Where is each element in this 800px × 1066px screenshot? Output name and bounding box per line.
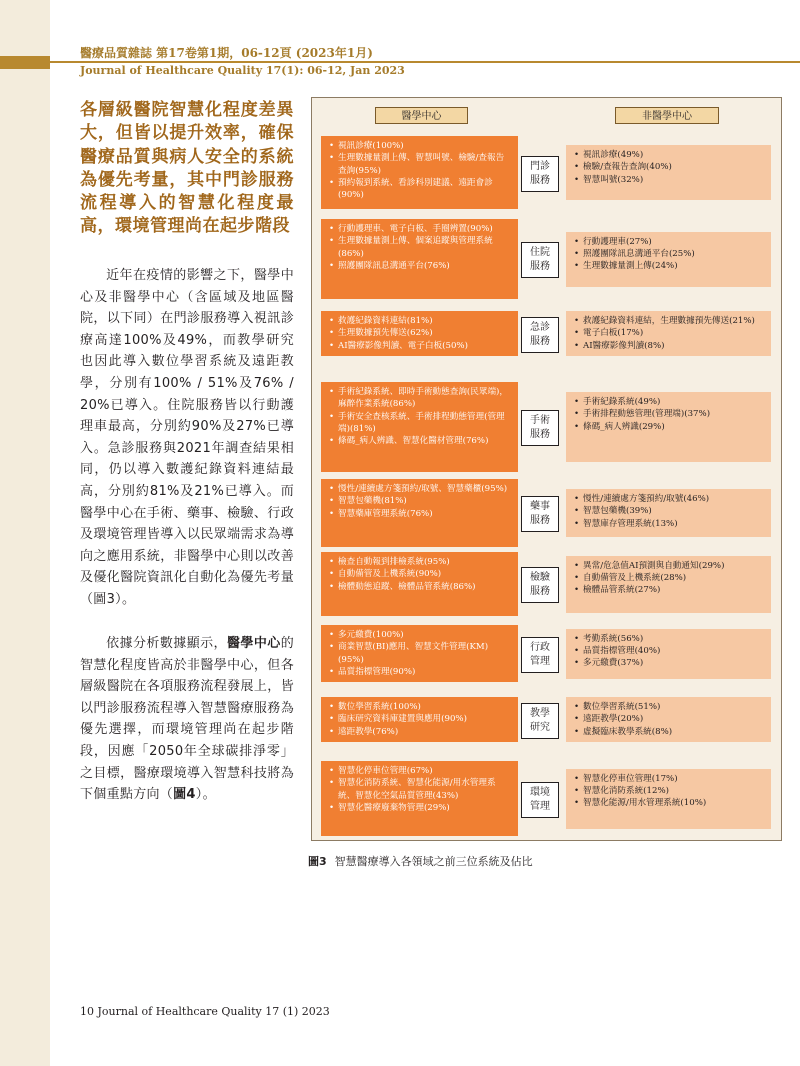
non-medical-center-item: • 手術排程動態管理(管理端)(37%) <box>574 408 765 420</box>
medical-center-box <box>321 311 518 356</box>
medical-center-box <box>321 382 518 472</box>
medical-center-item: • 檢查自動報到排檢系統(95%) <box>329 556 512 568</box>
medical-center-item: • 遠距教學(76%) <box>329 726 512 738</box>
medical-center-item: • 手術紀錄系統、即時手術動態查詢(民眾端)，麻醉作業系統(86%) <box>329 386 512 411</box>
service-category-label: 藥事 服務 <box>521 496 559 532</box>
non-medical-center-box <box>566 489 771 537</box>
page-footer: 10 Journal of Healthcare Quality 17 (1) 2023 <box>80 1005 330 1018</box>
non-medical-center-box <box>566 311 771 356</box>
medical-center-item: • 視訊診療(100%) <box>329 140 512 152</box>
non-medical-center-item: • 智慧化停車位管理(17%) <box>574 773 765 785</box>
non-medical-center-item: • 自動備管及上機系統(28%) <box>574 572 765 584</box>
non-medical-center-item: • AI醫療影像判讀(8%) <box>574 340 765 352</box>
medical-center-item: • 手術安全查核系統、手術排程動態管理(管理端)(81%) <box>329 411 512 436</box>
medical-center-item: • 生理數據量測上傳、智慧叫號、檢驗/查報告查詢(95%) <box>329 152 512 177</box>
figure-number: 圖3 <box>308 855 327 868</box>
non-medical-center-item: • 行動護理車(27%) <box>574 236 765 248</box>
non-medical-center-item: • 數位學習系統(51%) <box>574 701 765 713</box>
non-medical-center-item: • 智慧叫號(32%) <box>574 174 765 186</box>
non-medical-center-item: • 異常/危急值AI預測與自動通知(29%) <box>574 560 765 572</box>
non-medical-center-item: • 條碼_病人辨識(29%) <box>574 421 765 433</box>
service-category-label: 住院 服務 <box>521 242 559 278</box>
medical-center-item: • 條碼_病人辨識、智慧化醫材管理(76%) <box>329 435 512 447</box>
p2-text-c: 的智慧化程度皆高於非醫學中心，但各層級醫院在各項服務流程發展上，皆以門診服務流程導入智慧醫療服務為優先選擇，而環境管理尚在起步階段，因應「2050年全球碳排淨零」之目標，醫療環境導入智慧科技將為下個重點方向（ <box>80 636 295 803</box>
non-medical-center-item: • 慢性/連續處方箋預約/取號(46%) <box>574 493 765 505</box>
non-medical-center-box <box>566 629 771 679</box>
medical-center-item: • 品質指標管理(90%) <box>329 666 512 678</box>
non-medical-center-box <box>566 145 771 200</box>
medical-center-header: 醫學中心 <box>375 107 468 124</box>
non-medical-center-item: • 照護團隊訊息溝通平台(25%) <box>574 248 765 260</box>
journal-header-english: Journal of Healthcare Quality 17(1): 06-12, Jan 2023 <box>80 64 405 77</box>
medical-center-item: • 商業智慧(BI)應用、智慧文件管理(KM)(95%) <box>329 641 512 666</box>
medical-center-box <box>321 697 518 742</box>
non-medical-center-header: 非醫學中心 <box>615 107 719 124</box>
p2-text-e: ）。 <box>195 787 216 803</box>
non-medical-center-item: • 檢體品管系統(27%) <box>574 584 765 596</box>
lead-summary: 各層級醫院智慧化程度差異大，但皆以提升效率，確保醫療品質與病人安全的系統為優先考量，其中門診服務流程導入的智慧化程度最高，環境管理尚在起步階段 <box>80 100 294 237</box>
medical-center-item: • 慢性/連續處方箋預約/取號、智慧藥櫃(95%) <box>329 483 512 495</box>
header-accent-tab <box>0 56 50 69</box>
non-medical-center-box <box>566 556 771 613</box>
medical-center-box <box>321 136 518 209</box>
medical-center-item: • 生理數據量測上傳、個案追蹤與管理系統(86%) <box>329 235 512 260</box>
non-medical-center-box <box>566 392 771 462</box>
p1-text-a: 近年在疫情的影響之下，醫學中心及非醫學中心（含區域及地區醫院，以下同）在門診服務導入視訊診療高達100%及49%，而教學研究也因此導入數位學習系統及遠距教學，分別有100% / 51%及76% / 20%已導入。住院服務皆以行動護理車最高，分別約90%及27%已導入。急診服務與2021年調查結果相同，仍以導入 <box>80 268 294 478</box>
service-category-label: 行政 管理 <box>521 637 559 673</box>
journal-header-chinese: 醫療品質雜誌 第17卷第1期，06-12頁 (2023年1月) <box>80 46 373 60</box>
non-medical-center-item: • 多元繳費(37%) <box>574 657 765 669</box>
medical-center-item: • 智慧包藥機(81%) <box>329 495 512 507</box>
service-category-label: 檢驗 服務 <box>521 567 559 603</box>
body-paragraph-1 <box>80 265 294 611</box>
medical-center-item: • 多元繳費(100%) <box>329 629 512 641</box>
header-rule <box>50 61 800 63</box>
non-medical-center-item: • 考勤系統(56%) <box>574 633 765 645</box>
medical-center-item: • 檢體動態追蹤、檢體品管系統(86%) <box>329 581 512 593</box>
medical-center-item: • AI醫療影像判讀、電子白板(50%) <box>329 340 512 352</box>
non-medical-center-box <box>566 697 771 742</box>
medical-center-item: • 照護團隊訊息溝通平台(76%) <box>329 260 512 272</box>
medical-center-box <box>321 552 518 616</box>
non-medical-center-item: • 生理數據量測上傳(24%) <box>574 260 765 272</box>
medical-center-item: • 救護紀錄資料連結(81%) <box>329 315 512 327</box>
non-medical-center-item: • 遠距教學(20%) <box>574 713 765 725</box>
service-category-label: 手術 服務 <box>521 410 559 446</box>
non-medical-center-box <box>566 232 771 287</box>
p2-text-d: 圖4 <box>173 787 196 803</box>
service-category-label: 門診 服務 <box>521 156 559 192</box>
non-medical-center-item: • 電子白板(17%) <box>574 327 765 339</box>
figure-3-diagram <box>311 97 782 841</box>
non-medical-center-item: • 虛擬臨床教學系統(8%) <box>574 726 765 738</box>
medical-center-item: • 智慧化醫療廢棄物管理(29%) <box>329 802 512 814</box>
non-medical-center-item: • 智慧包藥機(39%) <box>574 505 765 517</box>
medical-center-box <box>321 761 518 836</box>
non-medical-center-item: • 手術紀錄系統(49%) <box>574 396 765 408</box>
p1-text-b: 數護紀錄資料連結 <box>166 462 281 478</box>
medical-center-item: • 智慧化停車位管理(67%) <box>329 765 512 777</box>
non-medical-center-item: • 檢驗/查報告查詢(40%) <box>574 161 765 173</box>
medical-center-item: • 智慧藥庫管理系統(76%) <box>329 508 512 520</box>
medical-center-box <box>321 625 518 682</box>
medical-center-item: • 行動護理車、電子白板、手圈辨置(90%) <box>329 223 512 235</box>
left-margin-band <box>0 0 50 1066</box>
service-category-label: 環境 管理 <box>521 782 559 818</box>
p2-text-b: 醫學中心 <box>226 636 281 651</box>
medical-center-box <box>321 219 518 299</box>
medical-center-item: • 預約報到系統、看診科別建議、遠距會診(90%) <box>329 177 512 202</box>
p1-text-c: 最高，分別約81%及21%已導入。而醫學中心在手術、藥事、檢驗、行政及環境管理皆導入以民眾端需求為導向之應用系統，非醫學中心則以改善及優化醫院資訊化自動化為優先考量（圖3）。 <box>80 462 294 607</box>
medical-center-item: • 數位學習系統(100%) <box>329 701 512 713</box>
non-medical-center-box <box>566 769 771 829</box>
non-medical-center-item: • 品質指標管理(40%) <box>574 645 765 657</box>
service-category-label: 教學 研究 <box>521 703 559 739</box>
body-paragraph-2 <box>80 633 294 806</box>
figure-caption <box>308 853 533 869</box>
medical-center-item: • 智慧化消防系統、智慧化能源/用水管理系統、智慧化空氣品質管理(43%) <box>329 777 512 802</box>
p2-text-a: 依據分析數據顯示， <box>106 636 227 651</box>
medical-center-item: • 自動備管及上機系統(90%) <box>329 568 512 580</box>
medical-center-box <box>321 479 518 547</box>
figure-caption-text: 智慧醫療導入各領域之前三位系統及佔比 <box>334 855 533 868</box>
non-medical-center-item: • 視訊診療(49%) <box>574 149 765 161</box>
non-medical-center-item: • 智慧庫存管理系統(13%) <box>574 518 765 530</box>
service-category-label: 急診 服務 <box>521 317 559 353</box>
medical-center-item: • 生理數據預先傳送(62%) <box>329 327 512 339</box>
medical-center-item: • 臨床研究資料庫建置與應用(90%) <box>329 713 512 725</box>
non-medical-center-item: • 智慧化消防系統(12%) <box>574 785 765 797</box>
non-medical-center-item: • 智慧化能源/用水管理系統(10%) <box>574 797 765 809</box>
non-medical-center-item: • 救護紀錄資料連結，生理數據預先傳送(21%) <box>574 315 765 327</box>
